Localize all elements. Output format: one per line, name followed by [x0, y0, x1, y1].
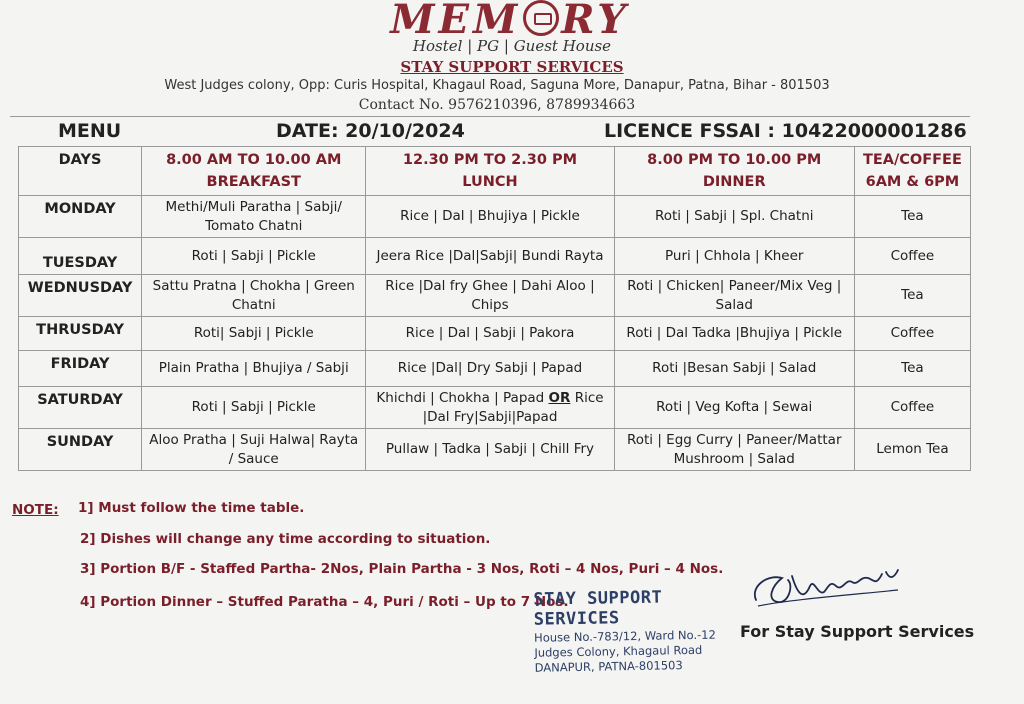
table-row [19, 429, 971, 471]
table-row [19, 387, 971, 429]
table-row [19, 196, 971, 238]
tea-cell: Tea [854, 275, 970, 317]
dinner-time: 8.00 PM TO 10.00 PM [647, 152, 822, 168]
breakfast-cell: Sattu Pratna | Chokha | Green Chatni [142, 275, 366, 317]
table-row [19, 351, 971, 387]
breakfast-cell: Methi/Muli Paratha | Sabji/ Tomato Chatni [142, 196, 366, 238]
table-row [19, 275, 971, 317]
lunch-cell: Jeera Rice |Dal|Sabji| Bundi Rayta [366, 238, 614, 275]
dinner-cell: Puri | Chhola | Kheer [614, 238, 854, 275]
lunch-option-b: Rice |Dal Fry|Sabji|Papad [422, 389, 604, 425]
day-cell: WEDNUSDAY [19, 275, 142, 317]
lunch-option-a: Khichdi | Chokha | Papad [376, 389, 545, 406]
day-cell: TUESDAY [19, 238, 142, 275]
service-name: STAY SUPPORT SERVICES [400, 58, 624, 76]
weekly-menu-table [18, 146, 971, 471]
contact-numbers: Contact No. 9576210396, 8789934663 [358, 97, 636, 113]
breakfast-label: BREAKFAST [206, 174, 301, 190]
tea-cell: Tea [854, 196, 970, 238]
table-header-row [19, 147, 971, 196]
tea-cell: Coffee [854, 317, 970, 351]
dinner-cell: Roti | Chicken| Paneer/Mix Veg | Salad [614, 275, 854, 317]
day-cell: SUNDAY [19, 429, 142, 471]
header-days: DAYS [19, 147, 142, 196]
tea-cell: Lemon Tea [854, 429, 970, 471]
tea-time: 6AM & 6PM [865, 174, 960, 190]
dinner-cell: Roti | Dal Tadka |Bhujiya | Pickle [614, 317, 854, 351]
note-item: 3] Portion B/F - Staffed Partha- 2Nos, Plain Partha - 3 Nos, Roti – 4 Nos, Puri – 4 Nos. [80, 561, 724, 577]
breakfast-cell: Aloo Pratha | Suji Halwa| Rayta / Sauce [142, 429, 366, 471]
menu-date: DATE: 20/10/2024 [276, 120, 465, 142]
dinner-cell: Roti | Veg Kofta | Sewai [614, 387, 854, 429]
breakfast-cell: Roti | Sabji | Pickle [142, 387, 366, 429]
breakfast-cell: Plain Pratha | Bhujiya / Sabji [142, 351, 366, 387]
note-label: NOTE: [12, 502, 59, 518]
lunch-cell: Rice |Dal fry Ghee | Dahi Aloo | Chips [366, 275, 614, 317]
tea-cell: Coffee [854, 387, 970, 429]
day-cell: FRIDAY [19, 351, 142, 387]
licence-number: LICENCE FSSAI : 10422000001286 [604, 120, 967, 142]
menu-title: MENU [58, 120, 122, 142]
signature-label: For Stay Support Services [740, 622, 975, 641]
header-breakfast [142, 147, 366, 196]
lunch-or: OR [548, 389, 571, 406]
lunch-cell [366, 387, 614, 429]
stamp-address-line: DANAPUR, PATNA-801503 [534, 658, 683, 675]
logo-bed-icon [523, 0, 559, 36]
dinner-cell: Roti |Besan Sabji | Salad [614, 351, 854, 387]
note-item: 1] Must follow the time table. [78, 500, 305, 516]
lunch-label: LUNCH [462, 174, 518, 190]
lunch-cell: Rice | Dal | Sabji | Pakora [366, 317, 614, 351]
day-cell: THRUSDAY [19, 317, 142, 351]
lunch-time: 12.30 PM TO 2.30 PM [402, 152, 578, 168]
stamp-name: STAY SUPPORT SERVICES [533, 587, 663, 630]
tea-label: TEA/COFFEE [862, 152, 962, 168]
table-row [19, 238, 971, 275]
tagline: Hostel | PG | Guest House [412, 37, 612, 55]
breakfast-cell: Roti | Sabji | Pickle [142, 238, 366, 275]
header-divider [10, 116, 970, 117]
note-item: 4] Portion Dinner – Stuffed Paratha – 4, Puri / Roti – Up to 7 Nos. [80, 594, 569, 610]
signature [748, 556, 918, 616]
address: West Judges colony, Opp: Curis Hospital, Khagaul Road, Saguna More, Danapur, Patna, Bihar - 801503 [164, 78, 830, 93]
tea-cell: Tea [854, 351, 970, 387]
dinner-label: DINNER [702, 174, 766, 190]
dinner-cell: Roti | Sabji | Spl. Chatni [614, 196, 854, 238]
day-cell: SATURDAY [19, 387, 142, 429]
stamp-address-line: Judges Colony, Khagaul Road [534, 642, 703, 660]
header-tea [854, 147, 970, 196]
header-dinner [614, 147, 854, 196]
breakfast-time: 8.00 AM TO 10.00 AM [166, 152, 342, 168]
header-lunch [366, 147, 614, 196]
lunch-cell: Pullaw | Tadka | Sabji | Chill Fry [366, 429, 614, 471]
tea-cell: Coffee [854, 238, 970, 275]
office-stamp [533, 586, 734, 674]
day-cell: MONDAY [19, 196, 142, 238]
note-item: 2] Dishes will change any time according to situation. [80, 531, 491, 547]
breakfast-cell: Roti| Sabji | Pickle [142, 317, 366, 351]
table-row [19, 317, 971, 351]
lunch-cell: Rice | Dal | Bhujiya | Pickle [366, 196, 614, 238]
logo: MEM RY [390, 0, 630, 43]
stamp-address-line: House No.-783/12, Ward No.-12 [533, 627, 716, 645]
dinner-cell: Roti | Egg Curry | Paneer/Mattar Mushroom | Salad [614, 429, 854, 471]
lunch-cell: Rice |Dal| Dry Sabji | Papad [366, 351, 614, 387]
